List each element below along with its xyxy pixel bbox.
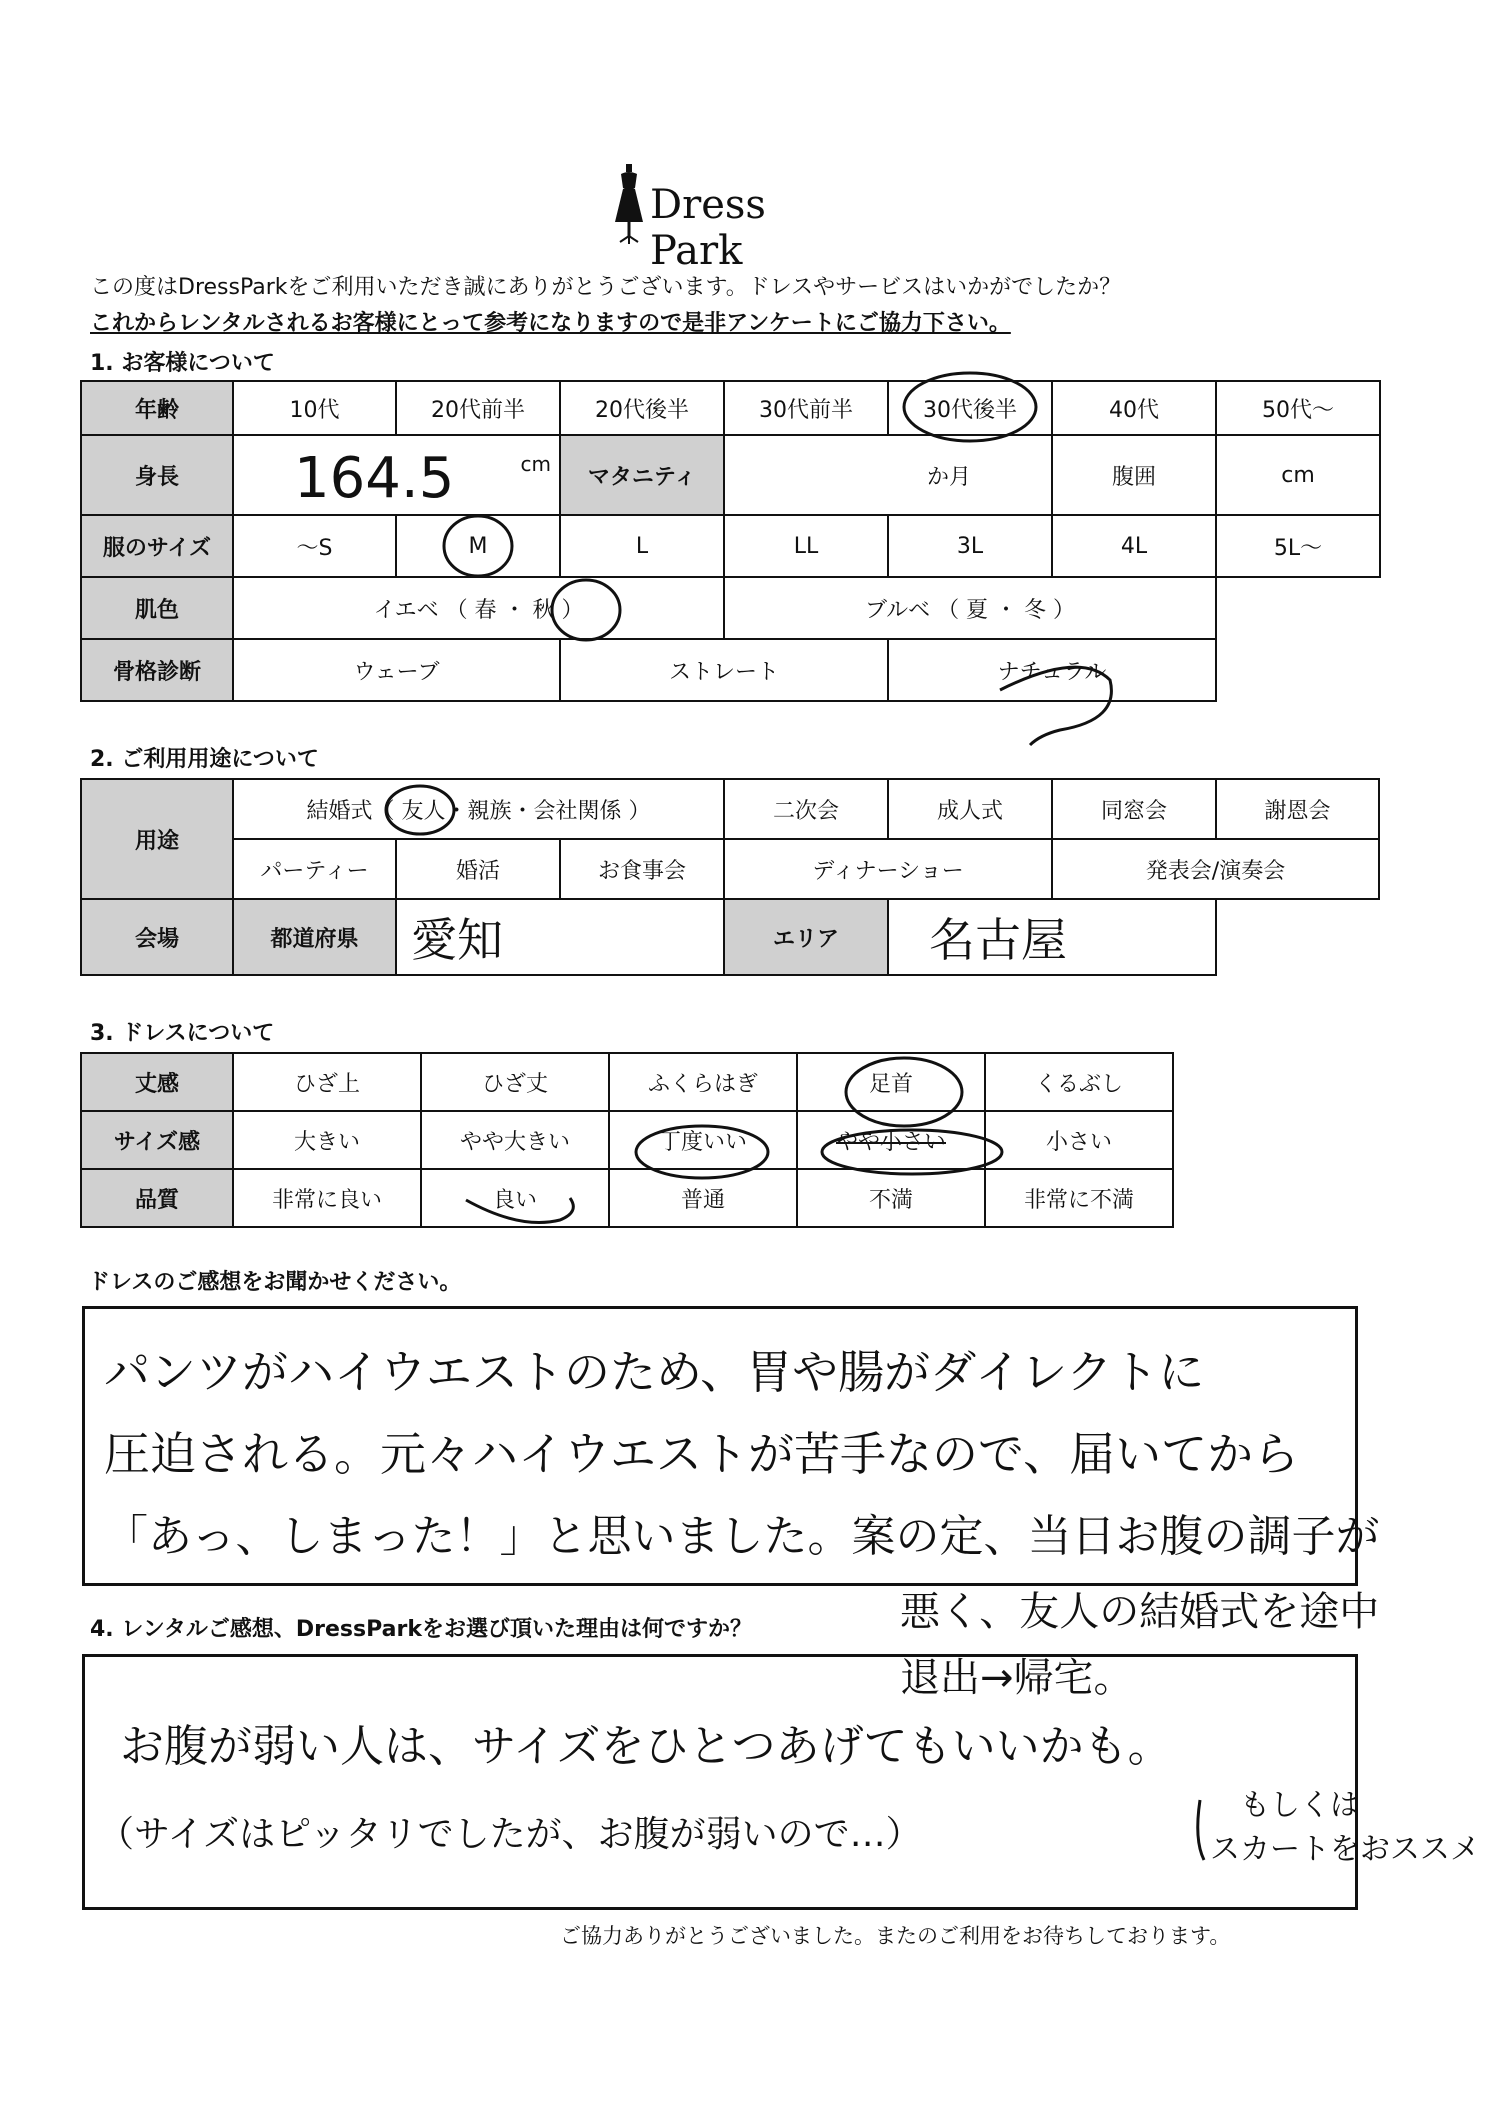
age-option[interactable]: 40代 bbox=[1052, 381, 1216, 435]
age-option-selected[interactable]: 30代後半 bbox=[888, 381, 1052, 435]
fit-option[interactable]: 小さい bbox=[985, 1111, 1173, 1169]
section-3-title: 3. ドレスについて bbox=[90, 1021, 275, 1046]
circle-friend bbox=[386, 786, 454, 834]
size-option[interactable]: 5L～ bbox=[1216, 515, 1380, 577]
frame-option[interactable]: ストレート bbox=[560, 639, 888, 701]
height-label: 身長 bbox=[81, 435, 233, 515]
footer-thanks: ご協力ありがとうございました。またのご利用をお待ちしております。 bbox=[560, 1924, 1231, 1948]
circle-skin-autumn bbox=[552, 580, 620, 640]
purpose-coming-of-age[interactable]: 成人式 bbox=[888, 779, 1052, 839]
purpose-label: 用途 bbox=[81, 779, 233, 899]
fit-option-struck[interactable]: やや小さい bbox=[797, 1111, 985, 1169]
size-option-selected[interactable]: M bbox=[396, 515, 560, 577]
purpose-thanks-party[interactable]: 謝恩会 bbox=[1216, 779, 1379, 839]
skin-blue-option[interactable]: ブルベ （ 夏 ・ 冬 ） bbox=[724, 577, 1216, 639]
dress-comment-line-2: 圧迫される。元々ハイウエストが苦手なので、届いてから bbox=[104, 1427, 1300, 1481]
frame-option-selected[interactable]: ナチュラル bbox=[888, 639, 1216, 701]
section-1-title: 1. お客様について bbox=[90, 351, 275, 376]
quality-label: 品質 bbox=[81, 1169, 233, 1227]
rental-comment-line-2: （サイズはピッタリでしたが、お腹が弱いので…） bbox=[98, 1814, 922, 1855]
circle-length-ankle bbox=[846, 1058, 962, 1126]
intro-line-2: これからレンタルされるお客様にとって参考になりますので是非アンケートにご協力下さい。 bbox=[90, 311, 1011, 336]
area-value: 名古屋 bbox=[929, 913, 1068, 967]
circle-quality-good bbox=[466, 1198, 573, 1223]
dress-comment-line-1: パンツがハイウエストのため、胃や腸がダイレクトに bbox=[104, 1345, 1205, 1399]
quality-option[interactable]: 非常に良い bbox=[233, 1169, 421, 1227]
dress-comment-label: ドレスのご感想をお聞かせください。 bbox=[88, 1270, 462, 1295]
purpose-dinner[interactable]: お食事会 bbox=[560, 839, 724, 899]
size-option[interactable]: LL bbox=[724, 515, 888, 577]
length-option[interactable]: ふくらはぎ bbox=[609, 1053, 797, 1111]
venue-label: 会場 bbox=[81, 899, 233, 975]
circle-fit-just-right bbox=[636, 1126, 768, 1178]
frame-option[interactable]: ウェーブ bbox=[233, 639, 560, 701]
quality-option[interactable]: 不満 bbox=[797, 1169, 985, 1227]
length-label: 丈感 bbox=[81, 1053, 233, 1111]
age-option[interactable]: 20代後半 bbox=[560, 381, 724, 435]
age-option[interactable]: 50代～ bbox=[1216, 381, 1380, 435]
rental-comment-line-4: スカートをおススメ bbox=[1210, 1832, 1480, 1867]
fit-option[interactable]: やや大きい bbox=[421, 1111, 609, 1169]
quality-option[interactable]: 非常に不満 bbox=[985, 1169, 1173, 1227]
age-option[interactable]: 20代前半 bbox=[396, 381, 560, 435]
prefecture-label: 都道府県 bbox=[233, 899, 396, 975]
height-value: 164.5 bbox=[294, 446, 455, 511]
quality-option[interactable]: 普通 bbox=[609, 1169, 797, 1227]
bracket-mark bbox=[1198, 1800, 1204, 1860]
skin-label: 肌色 bbox=[81, 577, 233, 639]
months-unit: か月 bbox=[926, 464, 971, 490]
frame-label: 骨格診断 bbox=[81, 639, 233, 701]
prefecture-value: 愛知 bbox=[411, 913, 503, 967]
section-4-title: 4. レンタルご感想、DressParkをお選び頂いた理由は何ですか？ bbox=[90, 1617, 752, 1642]
rental-comment-line-1: お腹が弱い人は、サイズをひとつあげてもいいかも。 bbox=[120, 1721, 1172, 1772]
size-option[interactable]: 3L bbox=[888, 515, 1052, 577]
purpose-party[interactable]: パーティー bbox=[233, 839, 396, 899]
circle-frame-natural bbox=[1000, 667, 1111, 745]
rental-comment-line-3: もしくは bbox=[1240, 1788, 1360, 1823]
waist-unit: cm bbox=[1281, 462, 1315, 488]
length-option-selected[interactable]: 足首 bbox=[797, 1053, 985, 1111]
size-option[interactable]: L bbox=[560, 515, 724, 577]
waist-label: 腹囲 bbox=[1052, 435, 1216, 515]
fit-label: サイズ感 bbox=[81, 1111, 233, 1169]
dress-comment-line-5: 退出→帰宅。 bbox=[900, 1655, 1134, 1701]
skin-yellow-option[interactable]: イエベ （ 春 ・ 秋 ） bbox=[233, 577, 724, 639]
height-unit: cm bbox=[520, 452, 551, 476]
maternity-label: マタニティ bbox=[560, 435, 724, 515]
quality-option-selected[interactable]: 良い bbox=[421, 1169, 609, 1227]
purpose-wedding[interactable]: 結婚式（ 友人・親族・会社関係 ） bbox=[233, 779, 724, 839]
circle-fit-struck bbox=[822, 1130, 1002, 1174]
age-label: 年齢 bbox=[81, 381, 233, 435]
size-option[interactable]: 4L bbox=[1052, 515, 1216, 577]
intro-line-1: この度はDressParkをご利用いただき誠にありがとうございます。ドレスやサービスはいかがでしたか？ bbox=[90, 275, 1122, 300]
dress-comment-line-3: 「あっ、しまった！」と思いました。案の定、当日お腹の調子が bbox=[104, 1511, 1380, 1562]
fit-option-selected[interactable]: 丁度いい bbox=[609, 1111, 797, 1169]
size-option[interactable]: ～S bbox=[233, 515, 396, 577]
logo-text: Dress Park bbox=[650, 182, 766, 274]
section-2-title: 2. ご利用用途について bbox=[90, 747, 319, 772]
age-option[interactable]: 30代前半 bbox=[724, 381, 888, 435]
circle-size-m bbox=[444, 516, 512, 576]
size-label: 服のサイズ bbox=[81, 515, 233, 577]
fit-option[interactable]: 大きい bbox=[233, 1111, 421, 1169]
length-option[interactable]: くるぶし bbox=[985, 1053, 1173, 1111]
dress-comment-line-4: 悪く、友人の結婚式を途中 bbox=[900, 1589, 1380, 1635]
age-option[interactable]: 10代 bbox=[233, 381, 396, 435]
purpose-afterparty[interactable]: 二次会 bbox=[724, 779, 888, 839]
purpose-konkatsu[interactable]: 婚活 bbox=[396, 839, 560, 899]
area-label: エリア bbox=[724, 899, 888, 975]
length-option[interactable]: ひざ上 bbox=[233, 1053, 421, 1111]
length-option[interactable]: ひざ丈 bbox=[421, 1053, 609, 1111]
purpose-dinner-show[interactable]: ディナーショー bbox=[724, 839, 1052, 899]
circle-age-30s-late bbox=[904, 373, 1036, 441]
purpose-recital[interactable]: 発表会/演奏会 bbox=[1052, 839, 1379, 899]
purpose-reunion[interactable]: 同窓会 bbox=[1052, 779, 1216, 839]
